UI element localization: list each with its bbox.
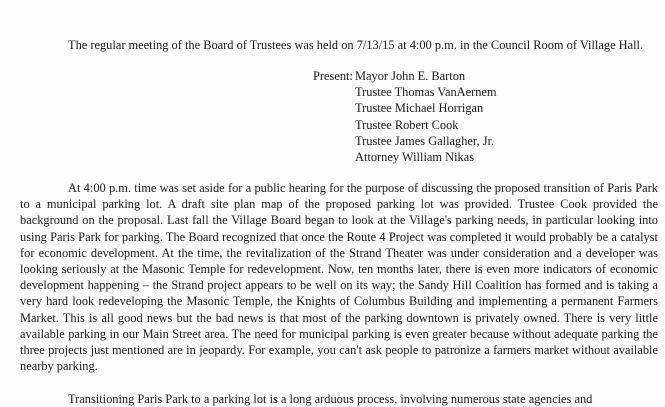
attendee-item: Trustee Robert Cook xyxy=(355,117,459,132)
public-hearing-paragraph: At 4:00 p.m. time was set aside for a public hearing for the purpose of discussing the proposed transition of Paris Park to a municipal parking lot. A draft site plan map of the proposed parking lot was provided. Trustee Cook provided the background on the proposal. Last fall the Village Board began to look at the Village's parking needs, in particular looking into using Paris Park for parking. The Board recognized that once the Route 4 Project was completed it would probably be a catalyst for economic development. At the time, the revitalization of the Strand Theater was under consideration and a developer was looking seriously at the Masonic Temple for redevelopment. Now, ten months later, there is even more indicators of economic development happening – the Strand project appears to be well on its way; the Sandy Hill Coalition has formed and is taking a very hard look redeveloping the Masonic Temple, the Knights of Columbus Building and implementing a permanent Farmers Market. This is all good news but the bad news is that most of the parking downtown is privately owned. There is very little available parking in our Main Street area. The need for municipal parking is even greater because without adequate parking the three projects just mentioned are in jeopardy. For example, you can't ask people to patronize a farmers market without available nearby parking. xyxy=(20,181,658,374)
attendee-list xyxy=(355,68,497,165)
attendee-item: Trustee Michael Horrigan xyxy=(355,101,484,116)
present-label: Present: xyxy=(313,69,353,83)
attendee-item: Mayor John E. Barton xyxy=(355,69,466,83)
attendance-block xyxy=(0,68,665,164)
attendee-item: Trustee James Gallagher, Jr. xyxy=(355,133,495,148)
transition-paragraph: Transitioning Paris Park to a parking lot is a long arduous process, involving numerous state agencies and xyxy=(68,392,593,406)
attendee-item: Attorney William Nikas xyxy=(355,150,475,165)
meeting-intro-paragraph: The regular meeting of the Board of Trustees was held on 7/13/15 at 4:00 p.m. in the Council Room of Village Hall. xyxy=(68,38,644,52)
attendee-item: Trustee Thomas VanAernem xyxy=(355,85,497,100)
